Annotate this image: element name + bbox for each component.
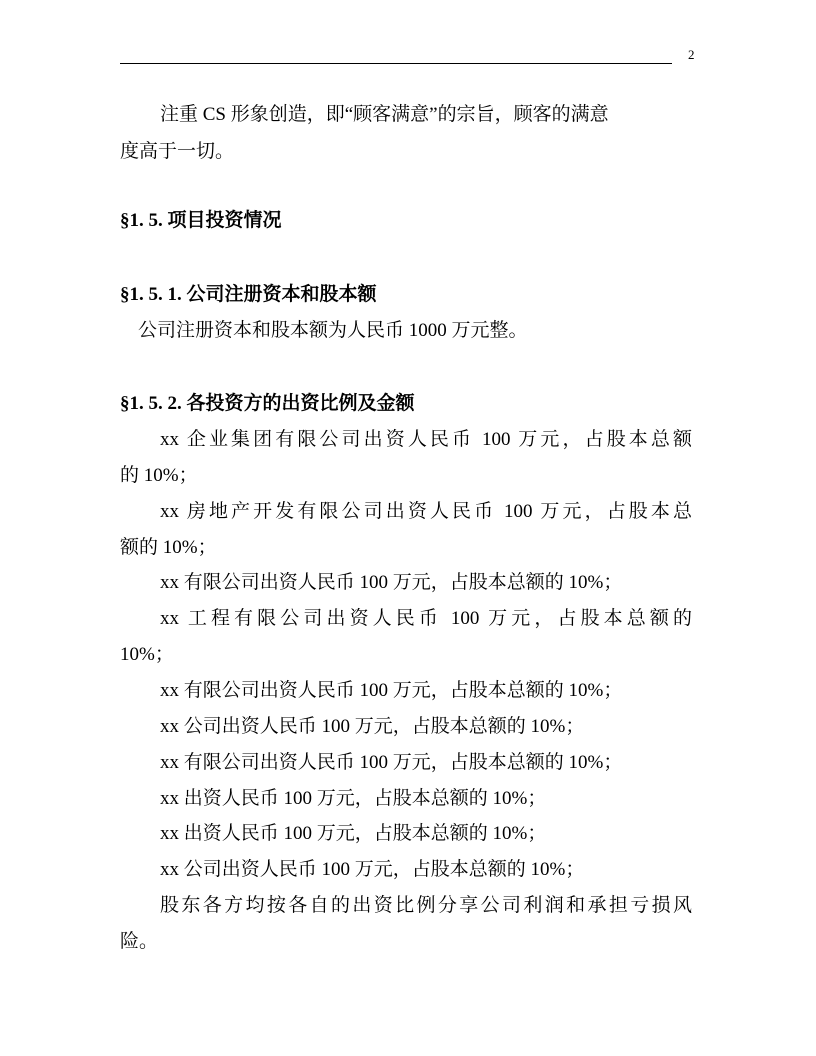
investor-line: xx 公司出资人民币 100 万元，占股本总额的 10%； <box>160 716 585 737</box>
page-number: 2 <box>688 47 695 62</box>
investor-line: xx 有限公司出资人民币 100 万元，占股本总额的 10%； <box>160 572 623 593</box>
intro-line-2: 度高于一切。 <box>120 141 235 162</box>
header-rule <box>120 63 672 64</box>
investor-line: 10%； <box>120 644 174 665</box>
closing-line-1: 股东各方均按各自的出资比例分享公司利润和承担亏损风 <box>160 895 692 916</box>
closing-line-2: 险。 <box>120 931 159 952</box>
investor-line: xx 企业集团有限公司出资人民币 100 万元，占股本总额 <box>160 429 692 450</box>
section-heading-1-5-2: §1. 5. 2. 各投资方的出资比例及金额 <box>120 393 415 414</box>
section-1-5-1-body: 公司注册资本和股本额为人民币 1000 万元整。 <box>138 320 528 341</box>
investor-line: xx 出资人民币 100 万元，占股本总额的 10%； <box>160 823 547 844</box>
investor-line: xx 有限公司出资人民币 100 万元，占股本总额的 10%； <box>160 680 623 701</box>
investor-line: xx 工程有限公司出资人民币 100 万元，占股本总额的 <box>160 608 692 629</box>
investor-line: xx 房地产开发有限公司出资人民币 100 万元，占股本总 <box>160 501 692 522</box>
investor-line: 的 10%； <box>120 465 198 486</box>
investor-line: 额的 10%； <box>120 537 217 558</box>
investor-line: xx 公司出资人民币 100 万元，占股本总额的 10%； <box>160 859 585 880</box>
investor-line: xx 有限公司出资人民币 100 万元，占股本总额的 10%； <box>160 752 623 773</box>
investor-line: xx 出资人民币 100 万元，占股本总额的 10%； <box>160 788 547 809</box>
intro-line-1: 注重 CS 形象创造，即“顾客满意”的宗旨，顾客的满意 <box>160 104 609 125</box>
section-heading-1-5-1: §1. 5. 1. 公司注册资本和股本额 <box>120 284 377 305</box>
section-heading-1-5: §1. 5. 项目投资情况 <box>120 210 282 231</box>
